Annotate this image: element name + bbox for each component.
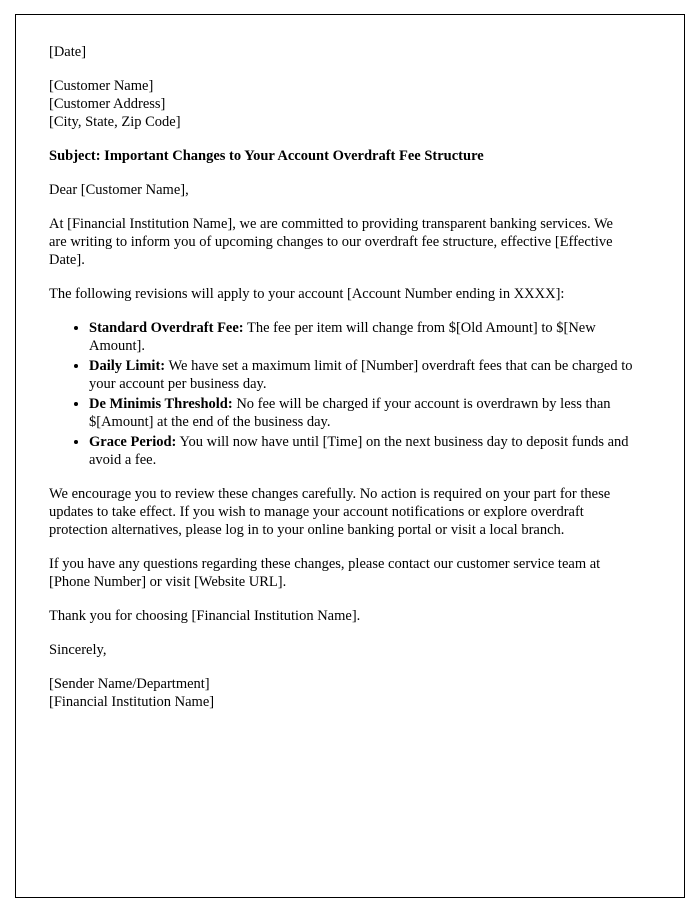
salutation-line: Dear [Customer Name], — [49, 182, 189, 198]
subject-line: Subject: Important Changes to Your Account Overdraft Fee Structure — [49, 148, 484, 164]
questions-paragraph: If you have any questions regarding these changes, please contact our customer service team at [Phone Number] or visit [Website URL]. — [49, 556, 601, 590]
bullet-text: No fee will be charged if your account is overdrawn by less than $[Amount] at the end of the business day. — [89, 396, 611, 430]
bullet-label: Daily Limit: — [89, 358, 166, 374]
bullet-text: You will now have until [Time] on the next business day to deposit funds and avoid a fee. — [89, 434, 629, 468]
thanks-paragraph: Thank you for choosing [Financial Institution Name]. — [49, 608, 361, 624]
list-item-daily-limit — [89, 357, 634, 393]
list-item-standard-overdraft-fee — [89, 319, 634, 355]
list-item-de-minimis-threshold — [89, 395, 634, 431]
bullet-text: We have set a maximum limit of [Number] overdraft fees that can be charged to your account per business day. — [89, 358, 633, 392]
list-item-grace-period — [89, 433, 634, 469]
revisions-lead-paragraph: The following revisions will apply to your account [Account Number ending in XXXX]: — [49, 286, 565, 302]
review-paragraph: We encourage you to review these changes carefully. No action is required on your part for these updates to take effect. If you wish to manage your account notifications or explore overdraft protection alternatives, please log in to your online banking portal or visit a local branch. — [49, 486, 611, 538]
closing-line: Sincerely, — [49, 642, 107, 658]
bullet-label: Standard Overdraft Fee: — [89, 320, 244, 336]
intro-paragraph: At [Financial Institution Name], we are committed to providing transparent banking services. We are writing to inform you of upcoming changes to our overdraft fee structure, effective [Effective Date]. — [49, 216, 613, 268]
signature-sender: [Sender Name/Department] — [49, 676, 210, 692]
recipient-block — [49, 77, 634, 131]
bullet-text: The fee per item will change from $[Old Amount] to $[New Amount]. — [89, 320, 596, 354]
recipient-city-state-zip: [City, State, Zip Code] — [49, 114, 181, 130]
date-line: [Date] — [49, 44, 87, 60]
letter-page — [15, 14, 685, 898]
revisions-list — [49, 319, 634, 469]
bullet-label: De Minimis Threshold: — [89, 396, 233, 412]
recipient-name: [Customer Name] — [49, 78, 154, 94]
recipient-address: [Customer Address] — [49, 96, 166, 112]
signature-block — [49, 675, 634, 711]
bullet-label: Grace Period: — [89, 434, 177, 450]
signature-institution: [Financial Institution Name] — [49, 694, 215, 710]
